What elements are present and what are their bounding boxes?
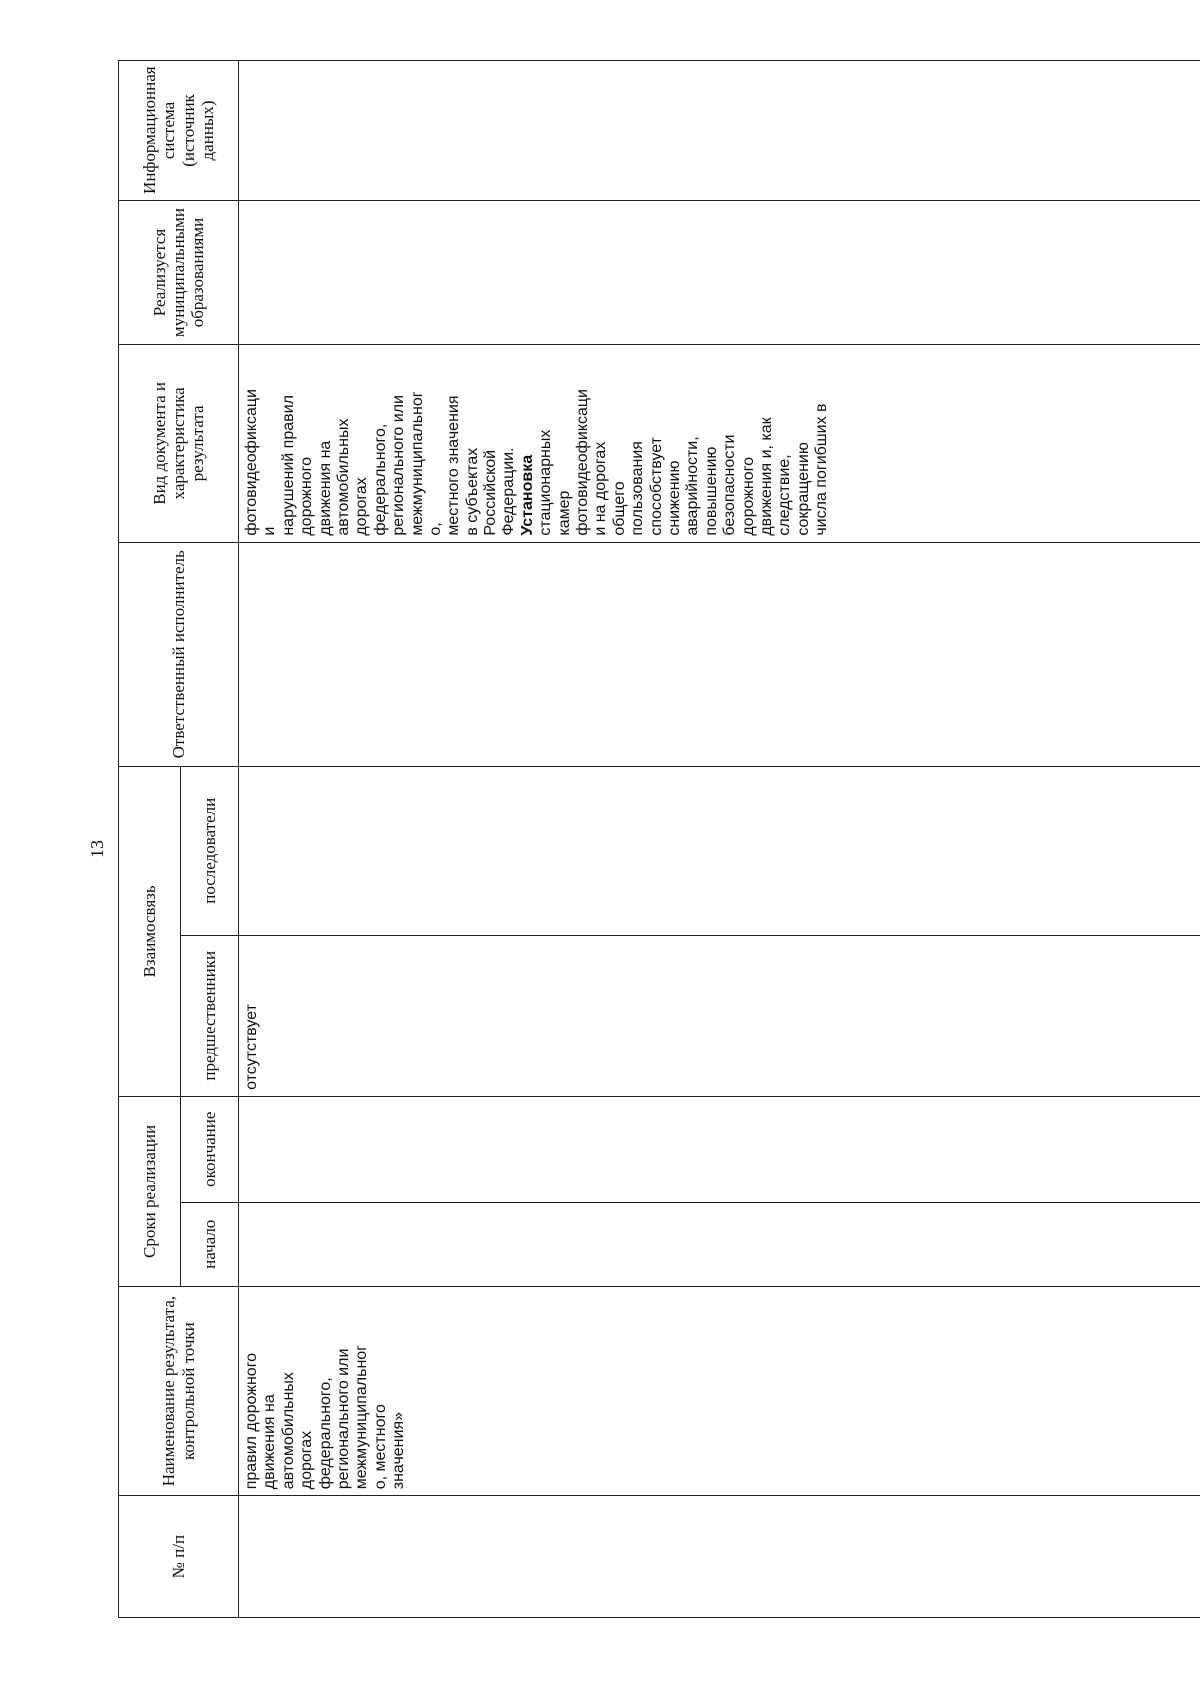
header-start: начало [181, 1202, 239, 1286]
header-row-1 [119, 61, 181, 1618]
cell-successors [239, 766, 1200, 935]
cell-info [239, 61, 1200, 201]
header-relation: Взаимосвязь [119, 766, 181, 1096]
cell-predecessors: отсутствует [239, 935, 1200, 1096]
header-successors: последователи [181, 766, 239, 935]
cell-doc [239, 345, 1200, 543]
cell-num [239, 1496, 1200, 1618]
header-responsible: Ответственный исполнитель [119, 542, 239, 766]
cell-start [239, 1202, 1200, 1286]
header-end: окончание [181, 1096, 239, 1202]
rotated-table-container [118, 60, 1200, 1618]
header-predecessors: предшественники [181, 935, 239, 1096]
header-municipal: Реализуется муниципальными образованиями [119, 200, 239, 344]
doc-text-part3: стационарных камер фотовидеофиксаци и на дорогах общего пользования способствует снижению аварийности, повышению безопасности дорожного движения и, как следствие, сокращению числа погибших в [537, 389, 831, 536]
plan-table [118, 60, 1200, 1618]
cell-municipal [239, 200, 1200, 344]
header-terms: Сроки реализации [119, 1096, 181, 1286]
page-number: 13 [87, 840, 107, 858]
cell-end [239, 1096, 1200, 1202]
header-info: Информационная система (источник данных) [119, 61, 239, 201]
cell-name: правил дорожного движения на автомобильных дорогах федерального, регионального или межмуниципальног о, местного значения» [239, 1286, 1200, 1495]
table-row [239, 61, 1200, 1618]
header-name: Наименование результата, контрольной точки [119, 1286, 239, 1495]
header-doc: Вид документа и характеристика результата [119, 345, 239, 543]
header-num: № п/п [119, 1496, 239, 1618]
cell-responsible [239, 542, 1200, 766]
doc-text-part2: Установка [518, 454, 536, 536]
doc-text-part1: фотовидеофиксаци и нарушений правил дорожного движения на автомобильных дорогах федерального, регионального или межмуниципальног о, местного значения в субъектах Российской Федерации. [243, 389, 518, 536]
